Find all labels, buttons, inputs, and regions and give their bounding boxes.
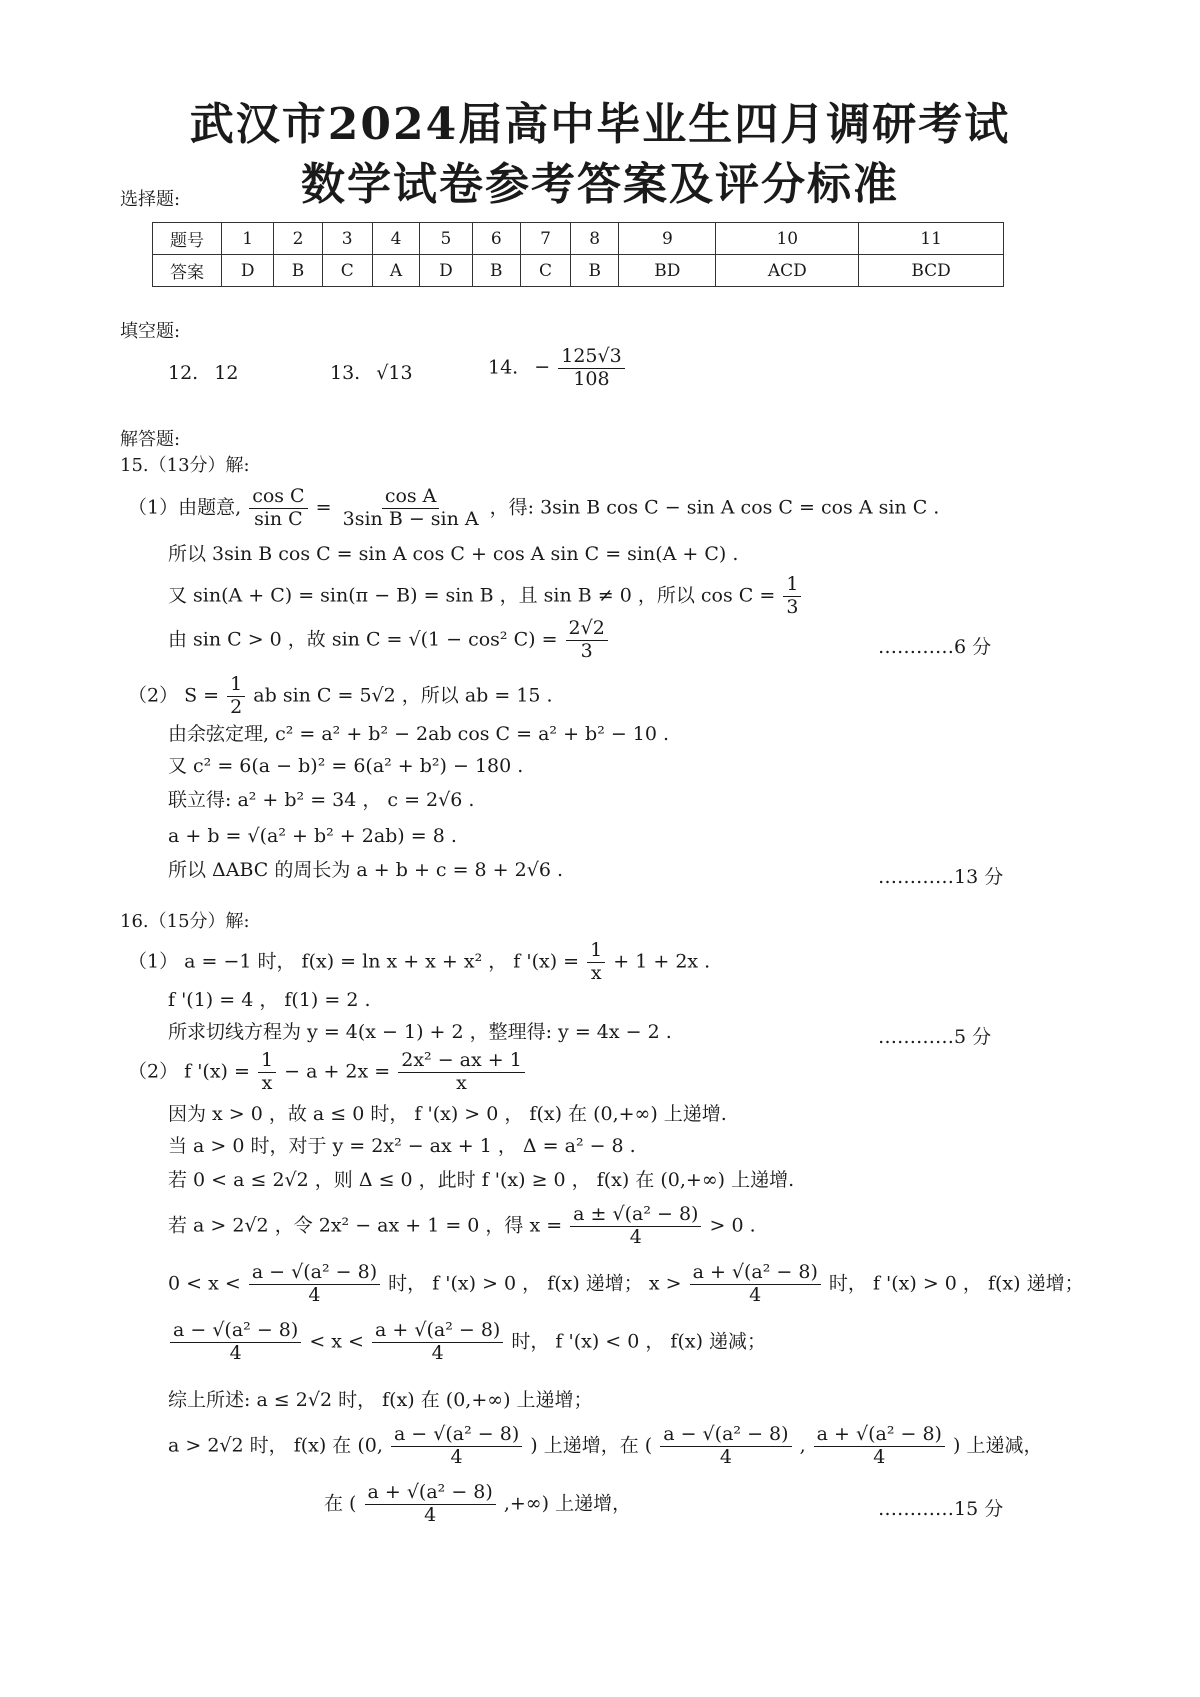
q15-line8: 联立得: a² + b² = 34 ， c = 2√6 . — [168, 789, 475, 811]
fraction — [372, 1320, 503, 1365]
fraction — [814, 1424, 945, 1469]
fraction — [690, 1262, 821, 1307]
denominator: x — [590, 961, 602, 984]
denominator: 2 — [230, 695, 243, 718]
table-cell: 6 — [472, 223, 520, 255]
text: （1）由题意, — [128, 496, 242, 519]
table-cell: A — [372, 255, 420, 287]
q16-line5: 因为 x > 0 ，故 a ≤ 0 时， f '(x) > 0 ， f(x) 在 (0,+∞) 上递增. — [168, 1103, 727, 1125]
fraction — [249, 1262, 380, 1307]
denominator: 4 — [229, 1341, 242, 1364]
table-row-answers — [153, 255, 1004, 287]
numerator: a + √(a² − 8) — [372, 1320, 503, 1343]
q16-line4 — [128, 1050, 527, 1095]
numerator: 125√3 — [558, 346, 624, 369]
numerator: a + √(a² − 8) — [814, 1424, 945, 1447]
fill-answer-14 — [488, 346, 627, 391]
denominator: 4 — [719, 1445, 732, 1468]
q16-line8 — [168, 1204, 756, 1249]
q16-line12 — [168, 1424, 1042, 1469]
answer-sign: − — [534, 356, 551, 379]
q16-line7: 若 0 < a ≤ 2√2 ，则 Δ ≤ 0 ，此时 f '(x) ≥ 0 ， f(x) 在 (0,+∞) 上递增. — [168, 1169, 795, 1191]
numerator: 2√2 — [566, 618, 608, 641]
text: + 1 + 2x . — [613, 950, 711, 973]
question-number: 13. — [330, 362, 361, 384]
q15-line5 — [128, 674, 553, 719]
text: 若 a > 2√2 ，令 2x² − ax + 1 = 0 ，得 x = — [168, 1214, 563, 1237]
q16-line10 — [168, 1320, 766, 1365]
denominator: x — [456, 1071, 467, 1094]
fraction — [365, 1482, 496, 1527]
table-row-numbers — [153, 223, 1004, 255]
denominator: sin C — [254, 507, 303, 530]
page-title-line2: 数学试卷参考答案及评分标准 — [301, 159, 899, 210]
text: 时， f '(x) > 0 ， f(x) 递增； x > — [388, 1272, 682, 1295]
fraction — [660, 1424, 791, 1469]
table-cell: B — [472, 255, 520, 287]
page-title-line1: 武汉市2024届高中毕业生四月调研考试 — [189, 99, 1011, 150]
fill-answer-12 — [168, 362, 238, 384]
table-cell: BD — [619, 255, 716, 287]
denominator: 3 — [580, 639, 593, 662]
text: , — [799, 1434, 806, 1457]
denominator: 3sin B − sin A — [342, 507, 479, 530]
q16-score-1: …………5 分 — [878, 1026, 992, 1048]
numerator: 1 — [587, 940, 605, 963]
question-number: 14. — [488, 356, 519, 379]
table-cell: 7 — [520, 223, 570, 255]
table-cell: 5 — [420, 223, 472, 255]
q15-line9: a + b = √(a² + b² + 2ab) = 8 . — [168, 825, 457, 847]
text: （1） a = −1 时， f(x) = ln x + x + x² ， f '(x) = — [128, 950, 580, 973]
q16-heading: 16.（15分）解: — [120, 911, 250, 932]
numerator: 1 — [258, 1050, 276, 1073]
text: ，得: 3sin B cos C − sin A cos C = cos A sin C . — [489, 496, 940, 519]
numerator: a − √(a² − 8) — [170, 1320, 301, 1343]
q16-line3: 所求切线方程为 y = 4(x − 1) + 2 ，整理得: y = 4x − 2 . — [168, 1021, 672, 1043]
numerator: a + √(a² − 8) — [365, 1482, 496, 1505]
choice-answer-table — [152, 222, 1004, 287]
row-label-answer: 答案 — [153, 255, 222, 287]
denominator: 4 — [873, 1445, 886, 1468]
fill-answer-13 — [330, 362, 413, 384]
text: ) 上递减， — [953, 1434, 1043, 1457]
table-cell: 4 — [372, 223, 420, 255]
q15-line1 — [128, 486, 939, 531]
answer-fraction — [558, 346, 624, 391]
numerator: a + √(a² − 8) — [690, 1262, 821, 1285]
fraction — [783, 574, 801, 619]
numerator: a − √(a² − 8) — [660, 1424, 791, 1447]
text: ) 上递增，在 ( — [530, 1434, 653, 1457]
q15-line3 — [168, 574, 803, 619]
fill-heading: 填空题: — [120, 321, 181, 342]
table-cell: 10 — [716, 223, 859, 255]
fraction — [249, 486, 307, 531]
fraction — [566, 618, 608, 663]
fraction — [391, 1424, 522, 1469]
numerator: a − √(a² − 8) — [391, 1424, 522, 1447]
q16-line2: f '(1) = 4 ， f(1) = 2 . — [168, 989, 371, 1011]
text: 时， f '(x) < 0 ， f(x) 递减； — [511, 1330, 767, 1353]
table-cell: ACD — [716, 255, 859, 287]
text: （2） S = — [128, 684, 220, 707]
table-cell: 1 — [222, 223, 274, 255]
fraction — [587, 940, 605, 985]
fraction — [398, 1050, 525, 1095]
q16-score-2: …………15 分 — [878, 1498, 1004, 1520]
denominator: 4 — [450, 1445, 463, 1468]
table-cell: BCD — [859, 255, 1004, 287]
denominator: 108 — [573, 367, 610, 390]
text: < x < — [309, 1330, 364, 1353]
denominator: x — [261, 1071, 273, 1094]
fraction — [170, 1320, 301, 1365]
text: 又 sin(A + C) = sin(π − B) = sin B ，且 sin B ≠ 0 ，所以 cos C = — [168, 584, 776, 607]
numerator: cos C — [249, 486, 307, 509]
text: 0 < x < — [168, 1272, 241, 1295]
text: a > 2√2 时， f(x) 在 (0, — [168, 1434, 383, 1457]
q16-line13 — [324, 1482, 631, 1527]
table-cell: D — [420, 255, 472, 287]
numerator: 1 — [227, 674, 245, 697]
denominator: 4 — [749, 1283, 762, 1306]
table-cell: B — [274, 255, 322, 287]
fraction — [258, 1050, 276, 1095]
text: 时， f '(x) > 0 ， f(x) 递增； — [828, 1272, 1084, 1295]
table-cell: 11 — [859, 223, 1004, 255]
table-cell: B — [571, 255, 619, 287]
answer-value: 12 — [214, 362, 239, 384]
fraction — [340, 486, 482, 531]
numerator: a − √(a² − 8) — [249, 1262, 380, 1285]
table-cell: 9 — [619, 223, 716, 255]
q15-score-1: …………6 分 — [878, 636, 992, 658]
table-cell: C — [322, 255, 372, 287]
answer-value: √13 — [376, 362, 413, 384]
text: ab sin C = 5√2 ，所以 ab = 15 . — [253, 684, 553, 707]
text: ,+∞) 上递增， — [503, 1492, 632, 1515]
denominator: 4 — [431, 1341, 444, 1364]
text: − a + 2x = — [284, 1060, 391, 1083]
choice-heading: 选择题: — [120, 189, 181, 210]
table-cell: D — [222, 255, 274, 287]
row-label-number: 题号 — [153, 223, 222, 255]
table-cell: C — [520, 255, 570, 287]
q15-line7: 又 c² = 6(a − b)² = 6(a² + b²) − 180 . — [168, 755, 524, 777]
numerator: 1 — [783, 574, 801, 597]
text: 由 sin C > 0 ，故 sin C = √(1 − cos² C) = — [168, 628, 558, 651]
question-number: 12. — [168, 362, 199, 384]
solve-heading: 解答题: — [120, 429, 181, 450]
text: > 0 . — [709, 1214, 756, 1237]
numerator: cos A — [382, 486, 440, 509]
denominator: 4 — [308, 1283, 321, 1306]
fraction — [227, 674, 245, 719]
q15-heading: 15.（13分）解: — [120, 455, 250, 476]
q16-line11: 综上所述: a ≤ 2√2 时， f(x) 在 (0,+∞) 上递增； — [168, 1389, 593, 1411]
text: = — [315, 496, 332, 519]
q15-line4 — [168, 618, 610, 663]
q15-line2: 所以 3sin B cos C = sin A cos C + cos A sin C = sin(A + C) . — [168, 543, 739, 565]
q16-line1 — [128, 940, 710, 985]
fraction — [570, 1204, 701, 1249]
table-cell: 8 — [571, 223, 619, 255]
q15-line6: 由余弦定理, c² = a² + b² − 2ab cos C = a² + b² − 10 . — [168, 723, 670, 745]
numerator: 2x² − ax + 1 — [398, 1050, 525, 1073]
text: （2） f '(x) = — [128, 1060, 250, 1083]
denominator: 3 — [786, 595, 799, 618]
denominator: 4 — [424, 1503, 437, 1526]
q16-line9 — [168, 1262, 1084, 1307]
text: 在 ( — [324, 1492, 357, 1515]
numerator: a ± √(a² − 8) — [570, 1204, 701, 1227]
q16-line6: 当 a > 0 时，对于 y = 2x² − ax + 1 ， Δ = a² − 8 . — [168, 1135, 636, 1157]
table-cell: 2 — [274, 223, 322, 255]
q15-line10: 所以 ΔABC 的周长为 a + b + c = 8 + 2√6 . — [168, 859, 563, 881]
q15-score-2: …………13 分 — [878, 866, 1004, 888]
denominator: 4 — [629, 1225, 642, 1248]
table-cell: 3 — [322, 223, 372, 255]
